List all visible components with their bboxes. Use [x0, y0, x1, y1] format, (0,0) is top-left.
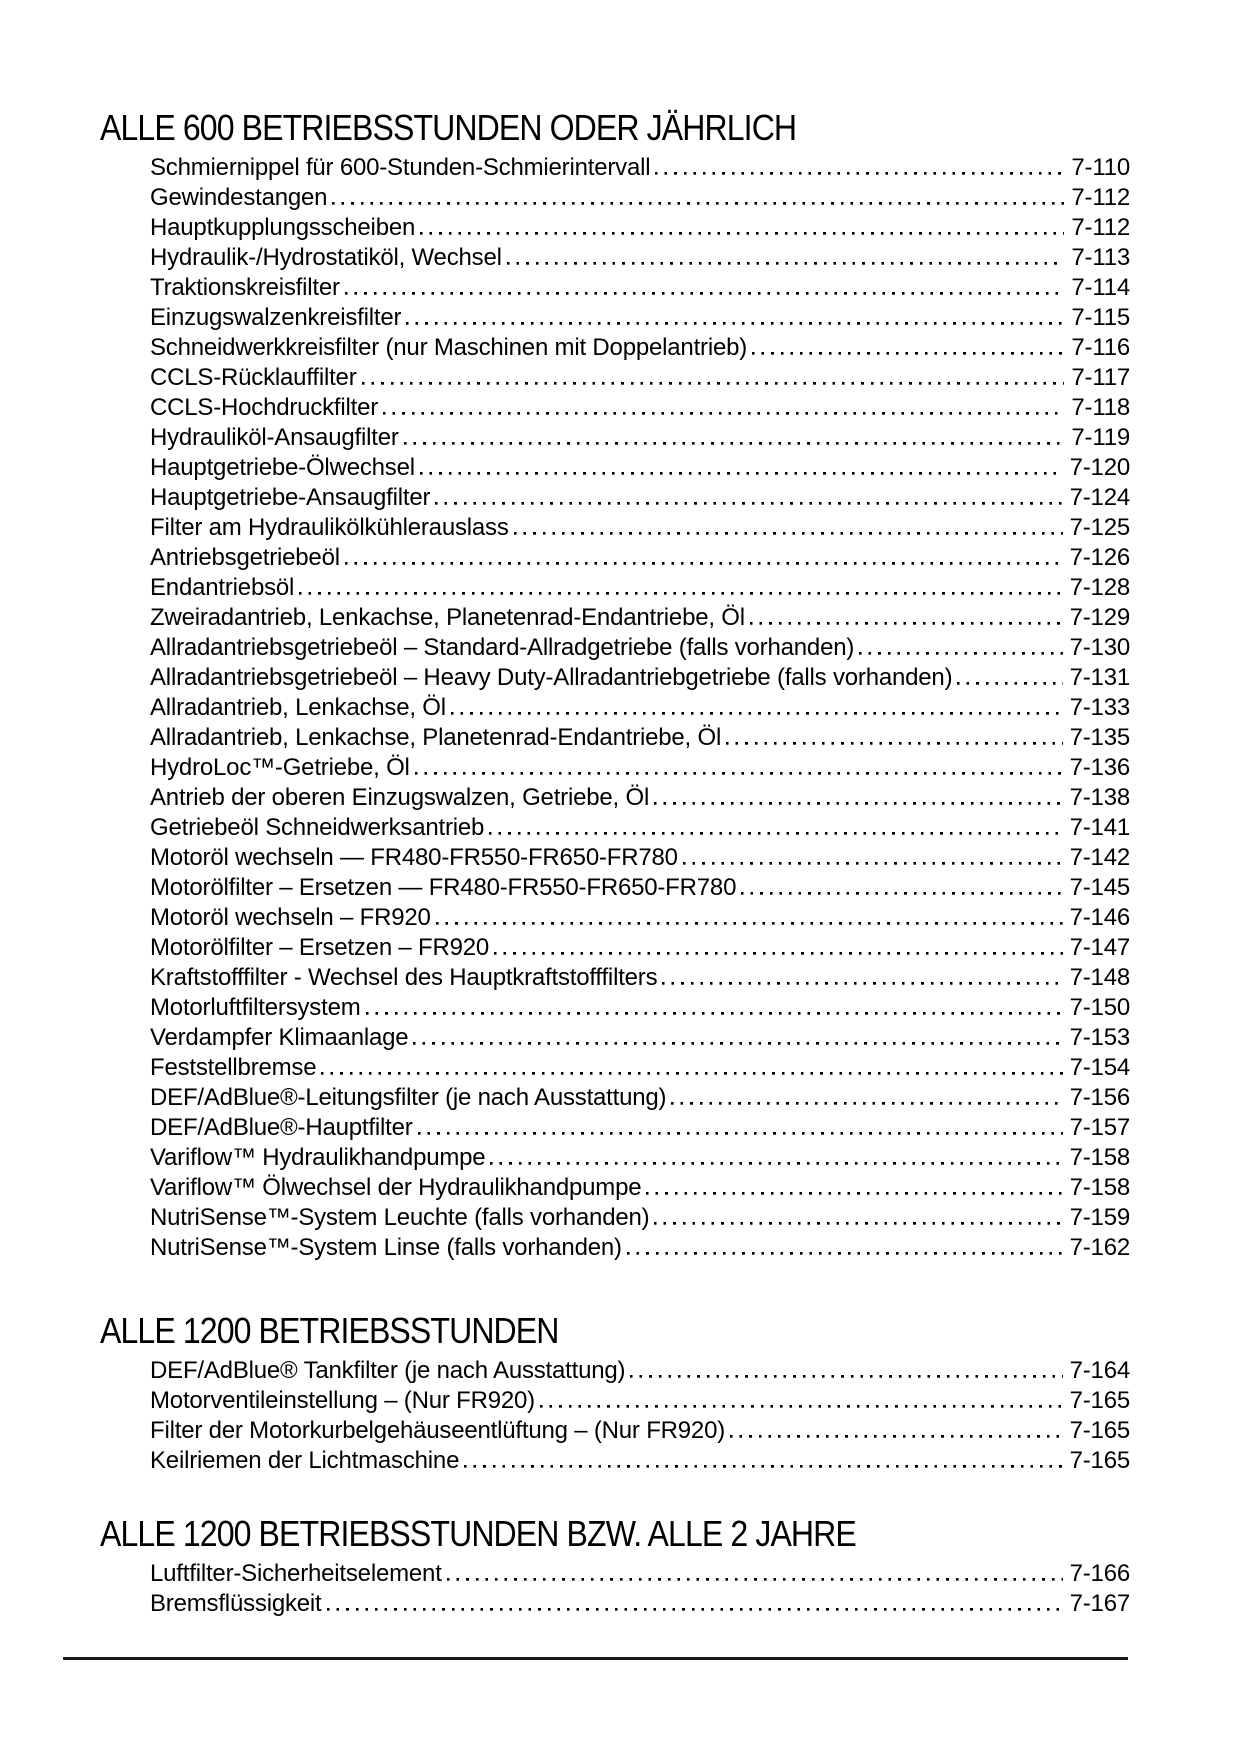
entry-page-number: 7-116 — [1071, 334, 1130, 361]
section-entries — [150, 1356, 1130, 1476]
entry-title: Motorölfilter – Ersetzen — FR480-FR550-FR650-FR780 — [150, 874, 737, 901]
dot-leader — [683, 843, 1063, 873]
entry-page-number: 7-162 — [1069, 1234, 1130, 1261]
dot-leader — [345, 543, 1063, 573]
entry-title: NutriSense™-System Linse (falls vorhanden) — [150, 1234, 622, 1261]
entry-title: Hauptkupplungsscheiben — [150, 214, 416, 241]
dot-leader — [646, 1173, 1062, 1203]
dot-leader — [627, 1233, 1063, 1263]
toc-entry-row — [150, 1416, 1130, 1446]
entry-page-number: 7-112 — [1071, 214, 1130, 241]
entry-title: Keilriemen der Lichtmaschine — [150, 1447, 460, 1474]
dot-leader — [654, 783, 1063, 813]
entry-page-number: 7-136 — [1069, 754, 1130, 781]
section-heading: ALLE 1200 BETRIEBSSTUNDEN BZW. ALLE 2 JAHRE — [100, 1513, 856, 1554]
entry-title: Allradantrieb, Lenkachse, Öl — [150, 694, 446, 721]
entry-page-number: 7-159 — [1069, 1204, 1130, 1231]
dot-leader — [630, 1356, 1062, 1386]
entry-title: Antriebsgetriebeöl — [150, 544, 340, 571]
toc-entry-row — [150, 243, 1130, 273]
toc-entry-row — [150, 393, 1130, 423]
dot-leader — [404, 423, 1065, 453]
entry-title: Motoröl wechseln — FR480-FR550-FR650-FR780 — [150, 844, 678, 871]
entry-page-number: 7-126 — [1069, 544, 1130, 571]
dot-leader — [750, 603, 1063, 633]
toc-entry-row — [150, 723, 1130, 753]
entry-page-number: 7-165 — [1069, 1417, 1130, 1444]
entry-page-number: 7-158 — [1069, 1144, 1130, 1171]
toc-entry-row — [150, 1386, 1130, 1416]
dot-leader — [540, 1386, 1063, 1416]
toc-entry-row — [150, 333, 1130, 363]
entry-page-number: 7-129 — [1069, 604, 1130, 631]
entry-page-number: 7-119 — [1071, 424, 1130, 451]
dot-leader — [362, 363, 1065, 393]
entry-title: Motorluftfiltersystem — [150, 994, 361, 1021]
entry-page-number: 7-125 — [1069, 514, 1130, 541]
entry-page-number: 7-157 — [1069, 1114, 1130, 1141]
entry-title: Antrieb der oberen Einzugswalzen, Getriebe, Öl — [150, 784, 650, 811]
entry-title: Luftfilter-Sicherheitselement — [150, 1560, 442, 1587]
dot-leader — [752, 333, 1064, 363]
toc-entry-row — [150, 813, 1130, 843]
entry-page-number: 7-158 — [1069, 1174, 1130, 1201]
footer-rule — [63, 1657, 1128, 1660]
entry-page-number: 7-165 — [1069, 1447, 1130, 1474]
toc-entry-row — [150, 1053, 1130, 1083]
entry-page-number: 7-148 — [1069, 964, 1130, 991]
dot-leader — [366, 993, 1063, 1023]
entry-page-number: 7-120 — [1069, 454, 1130, 481]
entry-title: CCLS-Rücklauffilter — [150, 364, 357, 391]
section-entries — [150, 153, 1130, 1263]
dot-leader — [451, 693, 1063, 723]
entry-page-number: 7-154 — [1069, 1054, 1130, 1081]
toc-entry-row — [150, 603, 1130, 633]
entry-page-number: 7-110 — [1071, 154, 1130, 181]
toc-entry-row — [150, 1356, 1130, 1386]
dot-leader — [383, 393, 1064, 423]
dot-leader — [730, 1416, 1063, 1446]
toc-entry-row — [150, 273, 1130, 303]
entry-title: Hauptgetriebe-Ansaugfilter — [150, 484, 431, 511]
toc-entry-row — [150, 993, 1130, 1023]
toc-entry-row — [150, 1203, 1130, 1233]
dot-leader — [671, 1083, 1062, 1113]
entry-title: Allradantrieb, Lenkachse, Planetenrad-Endantriebe, Öl — [150, 724, 722, 751]
toc-entry-row — [150, 423, 1130, 453]
entry-title: NutriSense™-System Leuchte (falls vorhanden) — [150, 1204, 650, 1231]
dot-leader — [420, 213, 1064, 243]
toc-entry-row — [150, 1113, 1130, 1143]
toc-entry-row — [150, 753, 1130, 783]
toc-entry-row — [150, 903, 1130, 933]
dot-leader — [299, 573, 1062, 603]
toc-entry-row — [150, 213, 1130, 243]
entry-page-number: 7-113 — [1071, 244, 1130, 271]
dot-leader — [489, 813, 1062, 843]
entry-page-number: 7-145 — [1069, 874, 1130, 901]
toc-entry-row — [150, 513, 1130, 543]
entry-title: Hydrauliköl-Ansaugfilter — [150, 424, 399, 451]
toc-entry-row — [150, 543, 1130, 573]
entry-title: Hauptgetriebe-Ölwechsel — [150, 454, 415, 481]
entry-page-number: 7-167 — [1069, 1590, 1130, 1617]
dot-leader — [494, 933, 1063, 963]
entry-title: Filter der Motorkurbelgehäuseentlüftung – (Nur FR920) — [150, 1417, 726, 1444]
entry-title: Endantriebsöl — [150, 574, 295, 601]
toc-entry-row — [150, 663, 1130, 693]
toc-entry-row — [150, 453, 1130, 483]
entry-page-number: 7-147 — [1069, 934, 1130, 961]
toc-entry-row — [150, 1083, 1130, 1113]
entry-title: DEF/AdBlue®-Hauptfilter — [150, 1114, 413, 1141]
section-entries — [150, 1559, 1130, 1619]
dot-leader — [415, 753, 1063, 783]
entry-page-number: 7-112 — [1071, 184, 1130, 211]
entry-title: Feststellbremse — [150, 1054, 317, 1081]
entry-title: Traktionskreisfilter — [150, 274, 340, 301]
entry-title: Allradantriebsgetriebeöl – Standard-Allradgetriebe (falls vorhanden) — [150, 634, 855, 661]
entry-title: Schneidwerkkreisfilter (nur Maschinen mit Doppelantrieb) — [150, 334, 748, 361]
entry-page-number: 7-115 — [1071, 304, 1130, 331]
entry-page-number: 7-135 — [1069, 724, 1130, 751]
dot-leader — [957, 663, 1062, 693]
dot-leader — [859, 633, 1062, 663]
dot-leader — [490, 1143, 1062, 1173]
toc-entry-row — [150, 783, 1130, 813]
toc-entry-row — [150, 1559, 1130, 1589]
entry-title: Zweiradantrieb, Lenkachse, Planetenrad-Endantriebe, Öl — [150, 604, 745, 631]
toc-entry-row — [150, 1233, 1130, 1263]
entry-title: Variflow™ Ölwechsel der Hydraulikhandpumpe — [150, 1174, 642, 1201]
entry-title: Getriebeöl Schneidwerksantrieb — [150, 814, 485, 841]
toc-section — [0, 1514, 1241, 1619]
entry-page-number: 7-165 — [1069, 1387, 1130, 1414]
toc-entry-row — [150, 1143, 1130, 1173]
entry-title: Verdampfer Klimaanlage — [150, 1024, 409, 1051]
entry-page-number: 7-128 — [1069, 574, 1130, 601]
dot-leader — [327, 1589, 1063, 1619]
entry-title: Hydraulik-/Hydrostatiköl, Wechsel — [150, 244, 502, 271]
toc-entry-row — [150, 693, 1130, 723]
dot-leader — [655, 153, 1064, 183]
toc-entry-row — [150, 843, 1130, 873]
toc-entry-row — [150, 933, 1130, 963]
dot-leader — [436, 903, 1063, 933]
entry-title: Kraftstofffilter - Wechsel des Hauptkraftstofffilters — [150, 964, 658, 991]
entry-page-number: 7-164 — [1069, 1357, 1130, 1384]
dot-leader — [464, 1446, 1062, 1476]
toc-entry-row — [150, 1446, 1130, 1476]
toc-entry-row — [150, 483, 1130, 513]
entry-title: Motoröl wechseln – FR920 — [150, 904, 431, 931]
dot-leader — [514, 513, 1063, 543]
toc-section — [0, 1311, 1241, 1476]
toc-entry-row — [150, 963, 1130, 993]
entry-page-number: 7-131 — [1069, 664, 1130, 691]
dot-leader — [741, 873, 1062, 903]
entry-title: Motorölfilter – Ersetzen – FR920 — [150, 934, 490, 961]
entry-page-number: 7-138 — [1069, 784, 1130, 811]
entry-page-number: 7-118 — [1071, 394, 1130, 421]
entry-page-number: 7-117 — [1071, 364, 1130, 391]
dot-leader — [662, 963, 1062, 993]
entry-page-number: 7-153 — [1069, 1024, 1130, 1051]
dot-leader — [420, 453, 1063, 483]
dot-leader — [507, 243, 1065, 273]
entry-page-number: 7-130 — [1069, 634, 1130, 661]
entry-title: Allradantriebsgetriebeöl – Heavy Duty-Allradantriebgetriebe (falls vorhanden) — [150, 664, 953, 691]
dot-leader — [413, 1023, 1062, 1053]
dot-leader — [345, 273, 1065, 303]
toc-entry-row — [150, 363, 1130, 393]
toc-entry-row — [150, 573, 1130, 603]
dot-leader — [447, 1559, 1063, 1589]
entry-title: DEF/AdBlue®-Leitungsfilter (je nach Ausstattung) — [150, 1084, 667, 1111]
entry-page-number: 7-156 — [1069, 1084, 1130, 1111]
entry-title: CCLS-Hochdruckfilter — [150, 394, 379, 421]
entry-title: Gewindestangen — [150, 184, 328, 211]
entry-title: Motorventileinstellung – (Nur FR920) — [150, 1387, 535, 1414]
dot-leader — [321, 1053, 1062, 1083]
toc-entry-row — [150, 1589, 1130, 1619]
entry-title: Bremsflüssigkeit — [150, 1590, 322, 1617]
entry-title: Variflow™ Hydraulikhandpumpe — [150, 1144, 486, 1171]
entry-title: DEF/AdBlue® Tankfilter (je nach Ausstattung) — [150, 1357, 626, 1384]
dot-leader — [726, 723, 1063, 753]
toc-entry-row — [150, 1023, 1130, 1053]
entry-title: Schmiernippel für 600-Stunden-Schmierintervall — [150, 154, 651, 181]
dot-leader — [418, 1113, 1063, 1143]
entry-title: Einzugswalzenkreisfilter — [150, 304, 402, 331]
dot-leader — [435, 483, 1062, 513]
toc-entry-row — [150, 153, 1130, 183]
section-heading: ALLE 1200 BETRIEBSSTUNDEN — [100, 1310, 559, 1351]
entry-page-number: 7-150 — [1069, 994, 1130, 1021]
entry-page-number: 7-133 — [1069, 694, 1130, 721]
entry-title: HydroLoc™-Getriebe, Öl — [150, 754, 410, 781]
entry-page-number: 7-114 — [1071, 274, 1130, 301]
entry-page-number: 7-141 — [1069, 814, 1130, 841]
toc-entry-row — [150, 183, 1130, 213]
section-heading: ALLE 600 BETRIEBSSTUNDEN ODER JÄHRLICH — [100, 107, 797, 148]
toc-entry-row — [150, 1173, 1130, 1203]
toc-entry-row — [150, 303, 1130, 333]
dot-leader — [332, 183, 1064, 213]
dot-leader — [406, 303, 1064, 333]
entry-page-number: 7-142 — [1069, 844, 1130, 871]
entry-page-number: 7-146 — [1069, 904, 1130, 931]
toc-entry-row — [150, 633, 1130, 663]
toc-entry-row — [150, 873, 1130, 903]
dot-leader — [654, 1203, 1062, 1233]
entry-page-number: 7-166 — [1069, 1560, 1130, 1587]
toc-section — [0, 108, 1241, 1263]
entry-title: Filter am Hydraulikölkühlerauslass — [150, 514, 509, 541]
entry-page-number: 7-124 — [1069, 484, 1130, 511]
